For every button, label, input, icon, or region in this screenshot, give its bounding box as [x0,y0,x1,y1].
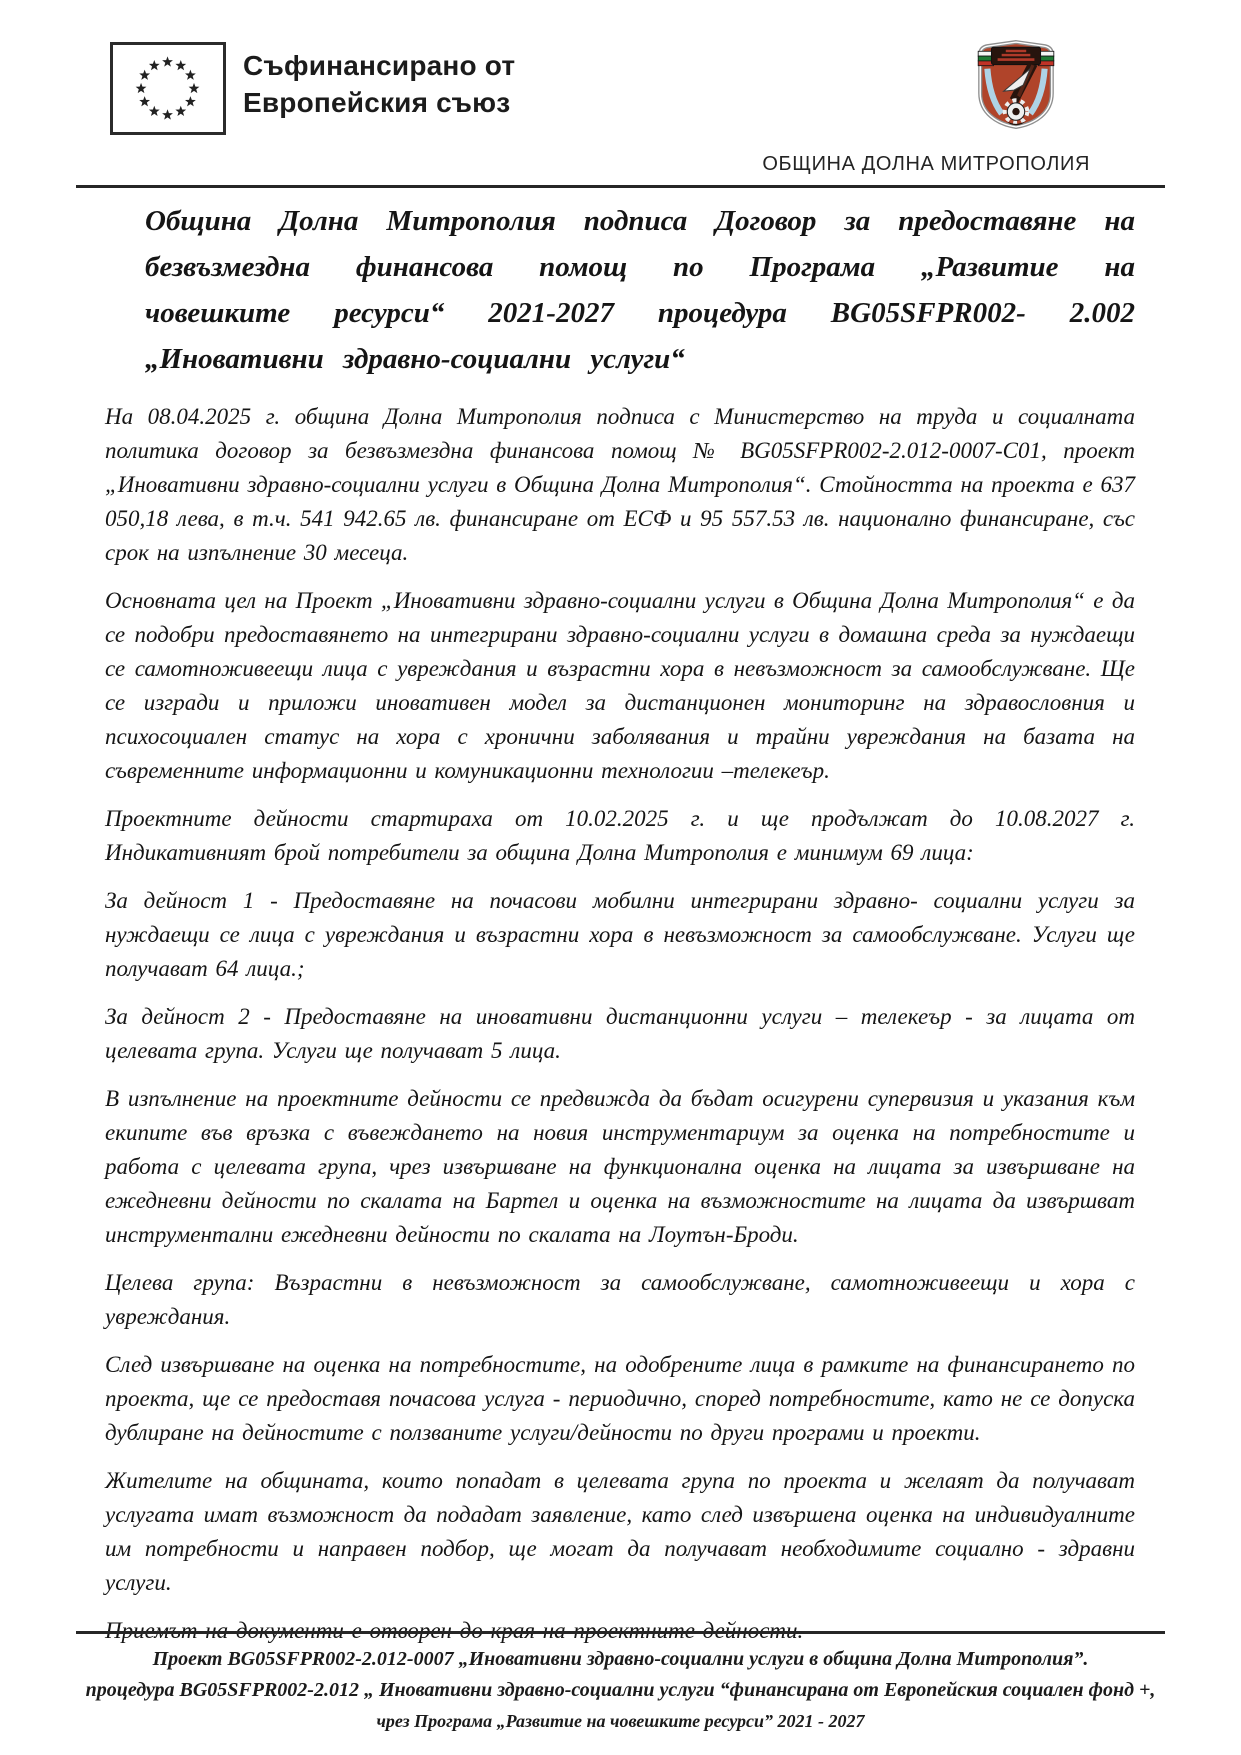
eu-cofinancing-text [243,47,515,121]
eu-flag-icon [110,42,226,135]
document-body [105,198,1135,1643]
paragraph-target-group: Целева група: Възрастни в невъзможност за самообслужване, самотноживеещи и хора с увреждания. [105,1270,1135,1329]
paragraph-contract: На 08.04.2025 г. община Долна Митрополия подписа с Министерство на труда и социалната политика договор за безвъзмездна финансова помощ № BG05SFPR002-2.012-0007-C01, проект „Иновативни здравно-социални услуги в Община Долна Митрополия“. Стойността на проекта е 637 050,18 лева, в т.ч. 541 942.65 лв. финансиране от ЕСФ и 95 557.53 лв. национално финансиране, със срок на изпълнение 30 месеца. [105,404,1135,565]
paragraph-needs-assessment: След извършване на оценка на потребностите, на одобрените лица в рамките на финансирането по проекта, ще се предоставя почасова услуга - периодично, според потребностите, като не се допуска дублиране на дейностите с ползваните услуги/дейности по други програми и проекти. [105,1352,1135,1445]
header-divider [76,185,1165,188]
page-footer [76,1631,1165,1736]
eu-cofinancing-line1: Съфинансирано от [243,50,516,81]
paragraph-main-goal: Основната цел на Проект „Иновативни здравно-социални услуги в Община Долна Митрополия“ е да се подобри предоставянето на интегрирани здравно-социални услуги в домашна среда за нуждаещи се самотноживеещи лица с увреждания и възрастни хора в невъзможност за самообслужване. Ще се изгради и приложи иновативен модел за дистанционен мониторинг на здравословния и психосоциален статус на хора с хронични заболявания и трайни увреждания на базата на съвременните информационни и комуникационни технологии –телекеър. [105,588,1135,783]
footer-procedure-line: процедура BG05SFPR002-2.012 „ Иновативни здравно-социални услуги “финансирана от Европейския социален фонд +, [85,1679,1156,1701]
paragraph-application: Жителите на общината, които попадат в целевата група по проекта и желаят да получават услугата имат възможност да подадат заявление, като след извършена оценка на индивидуалните им потребности и направен подбор, ще могат да получават необходимите социално - здравни услуги. [105,1468,1135,1595]
eu-cofinancing-line2: Европейския съюз [243,87,511,118]
municipality-emblem-icon [975,38,1057,130]
paragraph-supervision: В изпълнение на проектните дейности се предвижда да бъдат осигурени супервизия и указания към екипите във връзка с въвеждането на новия инструментариум за оценка на потребностите и работа с целевата група, чрез извършване на функционална оценка на лицата за извършване на ежедневни дейности по скалата на Бартел и оценка на възможностите на лицата да извършват инструментални ежедневни дейности по скалата на Лоутън-Броди. [105,1086,1135,1247]
municipality-name-label: ОБЩИНА ДОЛНА МИТРОПОЛИЯ [762,153,1090,175]
paragraph-activity-1: За дейност 1 - Предоставяне на почасови мобилни интегрирани здравно- социални услуги за нуждаещи се лица с увреждания и възрастни хора в невъзможност за самообслужване. Услуги ще получават 64 лица.; [105,888,1135,981]
page-header [0,0,1241,192]
footer-project-line: Проект BG05SFPR002-2.012-0007 „Иновативни здравно-социални услуги в община Долна Митрополия”. [152,1648,1089,1670]
paragraph-activity-2: За дейност 2 - Предоставяне на иновативни дистанционни услуги – телекеър - за лицата от целевата група. Услуги ще получават 5 лица. [105,1004,1135,1063]
paragraph-open-intake: Приемът на документи е отворен до края на проектните дейности. [105,1618,804,1643]
document-title: Община Долна Митрополия подписа Договор за предоставяне на безвъзмездна финансова помощ по Програма „Развитие на човешките ресурси“ 2021-2027 процедура BG05SFPR002- 2.002 „Иновативни здравно-социални услуги“ [145,205,1135,375]
paragraph-timeline: Проектните дейности стартираха от 10.02.2025 г. и ще продължат до 10.08.2027 г. Индикативният брой потребители за община Долна Митрополия е минимум 69 лица: [105,806,1135,865]
footer-program-line: чрез Програма „Развитие на човешките ресурси” 2021 - 2027 [376,1711,865,1731]
